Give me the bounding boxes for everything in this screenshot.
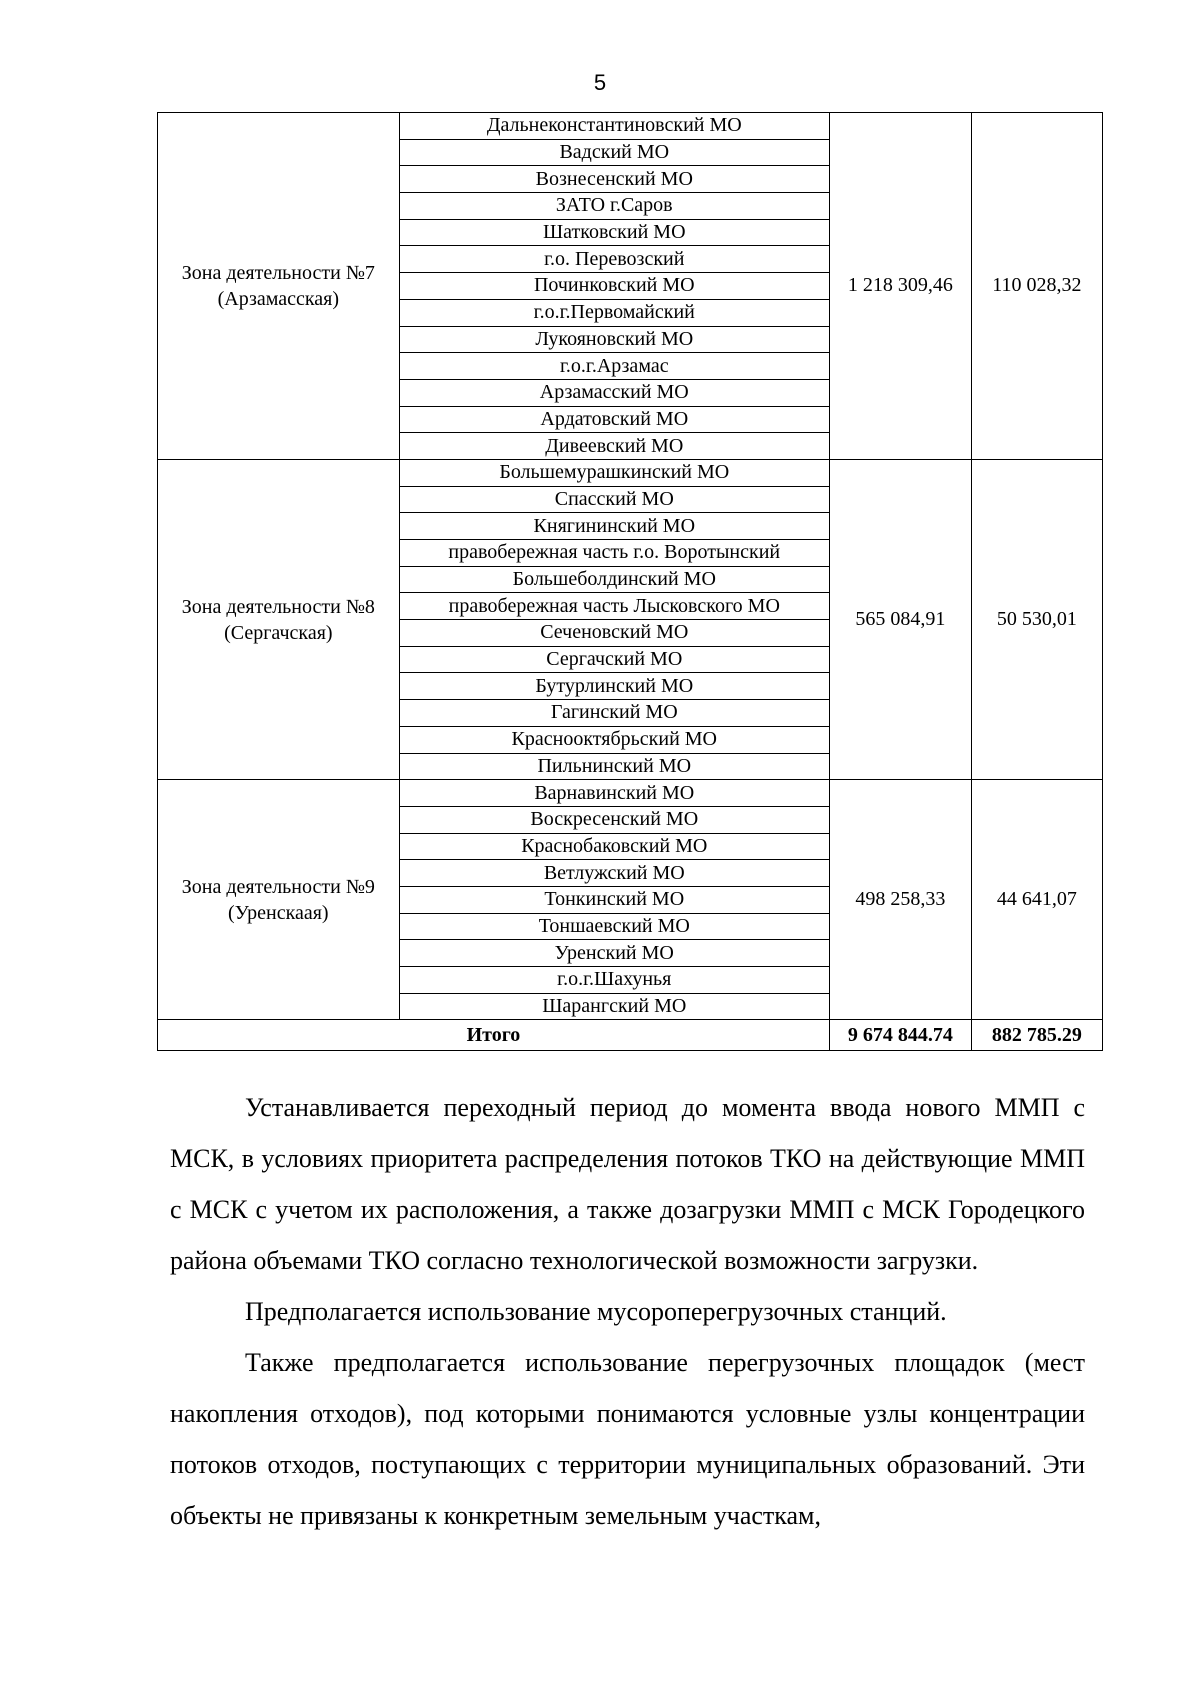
municipality-cell: Бутурлинский МО <box>399 673 829 700</box>
zone-name-cell: Зона деятельности №8 (Сергачская) <box>158 459 400 779</box>
table-row <box>158 113 1103 140</box>
zone-value2-cell: 44 641,07 <box>971 780 1102 1020</box>
paragraph-transfer-stations: Предполагается использование мусороперегрузочных станций. <box>245 1297 947 1326</box>
municipality-cell: Краснобаковский МО <box>399 833 829 860</box>
municipality-cell: Починковский МО <box>399 273 829 300</box>
municipality-cell: Большемурашкинский МО <box>399 459 829 486</box>
paragraph-transfer-sites: Также предполагается использование перегрузочных площадок (мест накопления отходов), под которыми понимаются условные узлы концентрации потоков отходов, поступающих с территории муниципальных образований. Эти объекты не привязаны к конкретным земельным участкам, <box>170 1348 1085 1530</box>
municipality-cell: Пильнинский МО <box>399 753 829 780</box>
municipality-cell: Дивеевский МО <box>399 433 829 460</box>
table-row <box>158 459 1103 486</box>
zone-name-cell: Зона деятельности №9 (Уренскаая) <box>158 780 400 1020</box>
table-row <box>158 780 1103 807</box>
municipality-cell: Вадский МО <box>399 139 829 166</box>
body-text <box>170 1082 1085 1541</box>
municipality-cell: Гагинский МО <box>399 700 829 727</box>
municipality-cell: Сергачский МО <box>399 646 829 673</box>
zone-value2-cell: 50 530,01 <box>971 459 1102 779</box>
total-row <box>158 1020 1103 1051</box>
municipality-cell: Тоншаевский МО <box>399 913 829 940</box>
municipality-cell: Варнавинский МО <box>399 780 829 807</box>
municipality-cell: правобережная часть Лысковского МО <box>399 593 829 620</box>
municipality-cell: Вознесенский МО <box>399 166 829 193</box>
total-value2: 882 785.29 <box>971 1020 1102 1051</box>
total-label: Итого <box>158 1020 830 1051</box>
zone-value1-cell: 565 084,91 <box>829 459 971 779</box>
municipality-cell: г.о.г.Первомайский <box>399 299 829 326</box>
paragraph-transition-period: Устанавливается переходный период до момента ввода нового ММП с МСК, в условиях приоритета распределения потоков ТКО на действующие ММП с МСК с учетом их расположения, а также дозагрузки ММП с МСК Городецкого района объемами ТКО согласно технологической возможности загрузки. <box>170 1093 1085 1275</box>
municipality-cell: Спасский МО <box>399 486 829 513</box>
municipality-cell: Шарангский МО <box>399 993 829 1020</box>
municipality-cell: правобережная часть г.о. Воротынский <box>399 540 829 567</box>
total-value1: 9 674 844.74 <box>829 1020 971 1051</box>
municipality-cell: Краснооктябрьский МО <box>399 726 829 753</box>
municipality-cell: Арзамасский МО <box>399 379 829 406</box>
municipality-cell: г.о.г.Шахунья <box>399 967 829 994</box>
municipality-cell: ЗАТО г.Саров <box>399 193 829 220</box>
municipality-cell: Лукояновский МО <box>399 326 829 353</box>
zone-name-cell: Зона деятельности №7 (Арзамасская) <box>158 113 400 460</box>
municipality-cell: Ветлужский МО <box>399 860 829 887</box>
municipality-cell: г.о.г.Арзамас <box>399 353 829 380</box>
municipality-cell: Княгининский МО <box>399 513 829 540</box>
municipality-cell: Тонкинский МО <box>399 886 829 913</box>
zones-table <box>157 112 1103 1051</box>
zone-value2-cell: 110 028,32 <box>971 113 1102 460</box>
zone-value1-cell: 498 258,33 <box>829 780 971 1020</box>
municipality-cell: Дальнеконстантиновский МО <box>399 113 829 140</box>
municipality-cell: Уренский МО <box>399 940 829 967</box>
municipality-cell: Большеболдинский МО <box>399 566 829 593</box>
page-number: 5 <box>593 70 607 95</box>
municipality-cell: Сеченовский МО <box>399 620 829 647</box>
municipality-cell: Шатковский МО <box>399 219 829 246</box>
municipality-cell: г.о. Перевозский <box>399 246 829 273</box>
municipality-cell: Ардатовский МО <box>399 406 829 433</box>
municipality-cell: Воскресенский МО <box>399 806 829 833</box>
zone-value1-cell: 1 218 309,46 <box>829 113 971 460</box>
